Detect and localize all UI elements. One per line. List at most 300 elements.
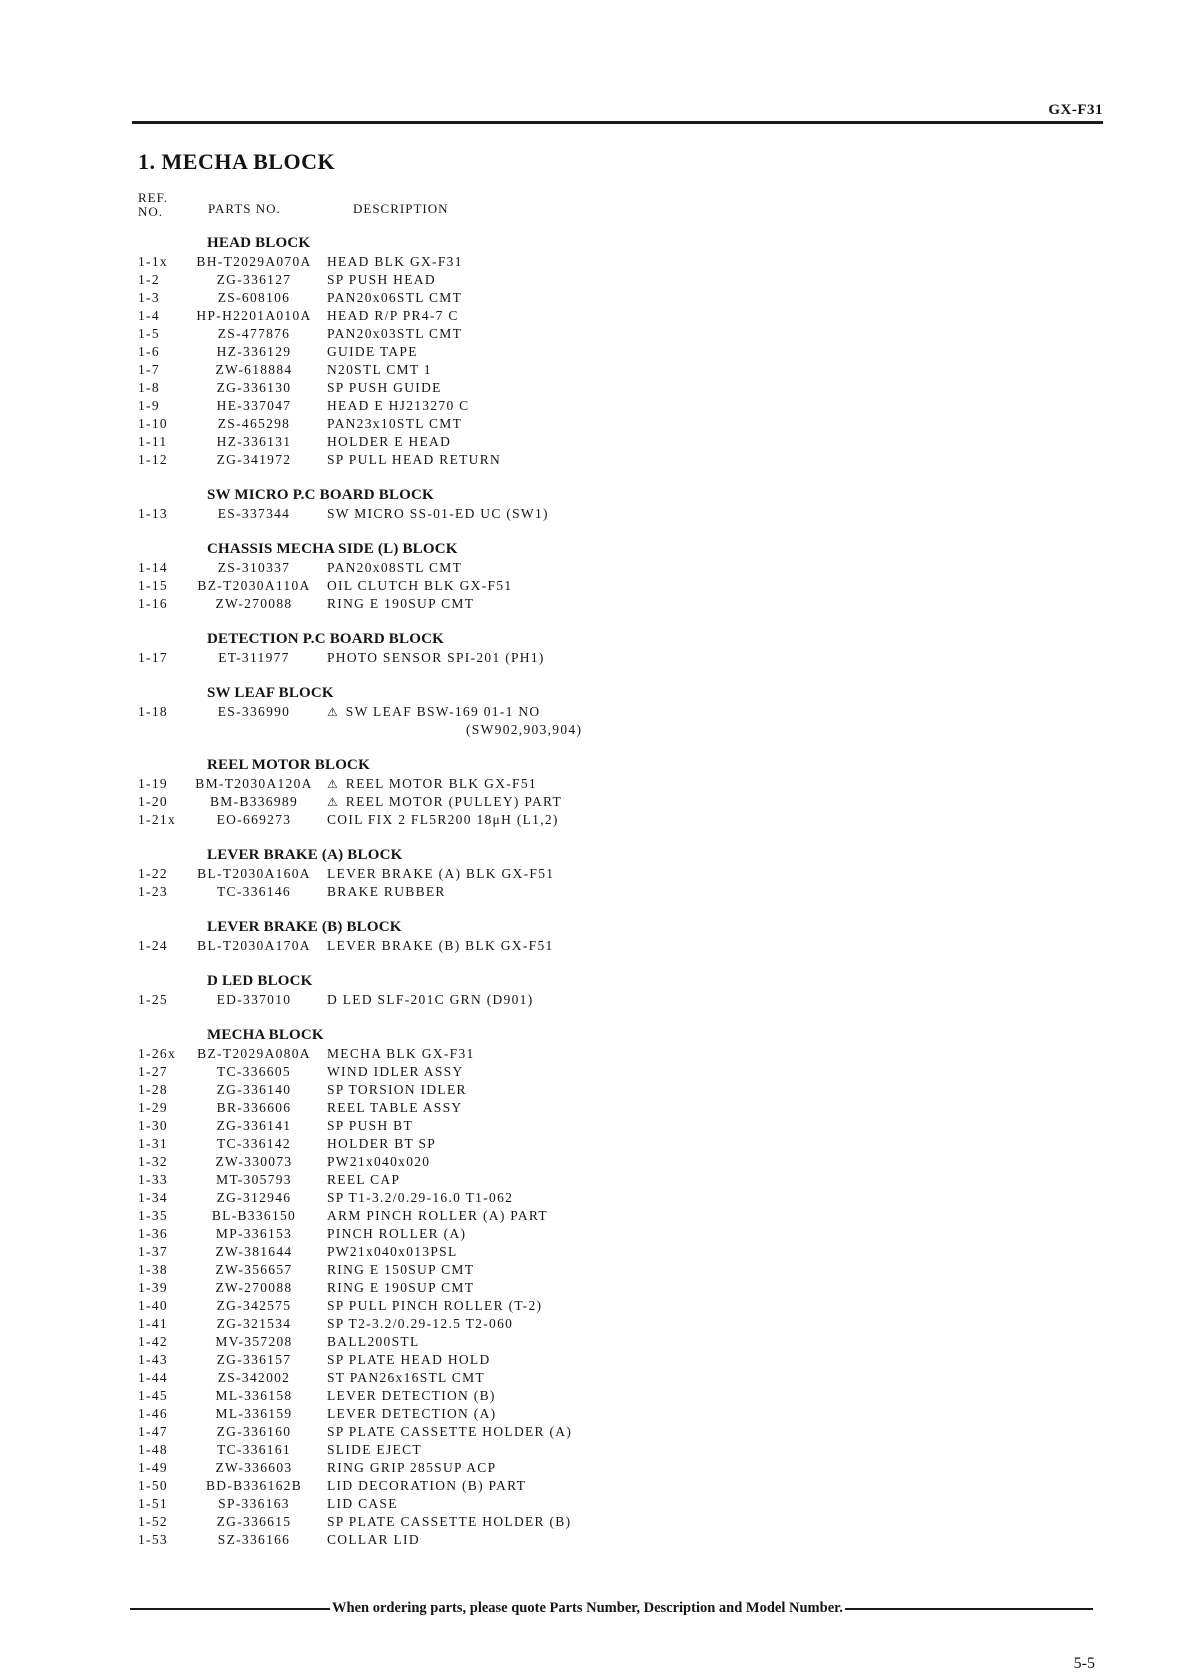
table-row [0,1297,1178,1315]
block-spacer [0,829,1178,845]
ref-header-line2: NO. [138,204,164,219]
ref-no: 1-52 [138,1514,168,1529]
block-spacer [0,613,1178,629]
description-text: N20STL CMT 1 [327,362,432,377]
table-row [0,1351,1178,1369]
part-number: TC-336161 [217,1442,291,1457]
block-spacer [0,667,1178,683]
ref-no: 1-14 [138,560,168,575]
table-row [0,1135,1178,1153]
part-number: ES-336990 [217,704,291,719]
table-row [0,883,1178,901]
description-text: D LED SLF-201C GRN (D901) [327,992,534,1007]
description [327,1315,513,1333]
description-text: SP T2-3.2/0.29-12.5 T2-060 [327,1316,514,1331]
part-number: BM-T2030A120A [195,776,313,791]
table-row [0,1045,1178,1063]
ref-no: 1-7 [138,362,160,377]
ref-no: 1-12 [138,452,168,467]
description [327,649,545,667]
description [327,793,562,811]
table-row [0,1441,1178,1459]
description [327,1297,542,1315]
table-row [0,1315,1178,1333]
description [327,433,451,451]
description [327,397,469,415]
part-number: SP-336163 [218,1496,290,1511]
description [327,1099,462,1117]
description [327,505,549,523]
description-text: PAN20x08STL CMT [327,560,463,575]
description-text: ST PAN26x16STL CMT [327,1370,485,1385]
description-text: COIL FIX 2 FL5R200 18μH (L1,2) [327,812,559,827]
description-text: PAN20x03STL CMT [327,326,463,341]
description [327,1225,466,1243]
table-row [0,343,1178,361]
table-row [0,1423,1178,1441]
table-row [0,361,1178,379]
table-row [0,1225,1178,1243]
description [327,1495,398,1513]
block-title: LEVER BRAKE (A) BLOCK [207,847,403,863]
description-text: LEVER BRAKE (A) BLK GX-F51 [327,866,555,881]
part-number: ZS-465298 [217,416,291,431]
description [327,1117,413,1135]
block-title: D LED BLOCK [207,973,313,989]
description-text: REEL TABLE ASSY [327,1100,463,1115]
table-row [0,991,1178,1009]
description-text: HEAD R/P PR4-7 C [327,308,459,323]
part-number: BM-B336989 [209,794,298,809]
block-title: DETECTION P.C BOARD BLOCK [207,631,444,647]
description [327,1261,474,1279]
table-row [0,1495,1178,1513]
description [327,289,462,307]
block-title: HEAD BLOCK [207,235,311,251]
part-number: ML-336158 [215,1388,293,1403]
description [327,1153,430,1171]
ref-no: 1-27 [138,1064,168,1079]
ref-no: 1-32 [138,1154,168,1169]
ref-no: 1-36 [138,1226,168,1241]
description-text: HOLDER BT SP [327,1136,437,1151]
description [327,415,462,433]
description-text: REEL CAP [327,1172,401,1187]
ref-no: 1-50 [138,1478,168,1493]
description-text: BRAKE RUBBER [327,884,446,899]
part-number: ZG-312946 [216,1190,292,1205]
description-text: ARM PINCH ROLLER (A) PART [327,1208,548,1223]
table-row [0,775,1178,793]
ref-header-line1: REF. [138,190,169,205]
table-row [0,703,1178,721]
table-row [0,1459,1178,1477]
description-text: PAN20x06STL CMT [327,290,463,305]
ref-no: 1-34 [138,1190,168,1205]
description [327,307,459,325]
description [327,271,436,289]
ref-no: 1-28 [138,1082,168,1097]
description [327,937,554,955]
description [327,1441,422,1459]
table-row [0,1081,1178,1099]
ref-no: 1-30 [138,1118,168,1133]
table-row [0,1531,1178,1549]
block-spacer [0,1009,1178,1025]
parts-no-header: PARTS NO. [208,201,281,216]
ref-no: 1-26x [138,1046,176,1061]
description-text: LID CASE [327,1496,398,1511]
part-number: HE-337047 [216,398,292,413]
block-title: REEL MOTOR BLOCK [207,757,370,773]
ordering-note: When ordering parts, please quote Parts Number, Description and Model Number. [332,1600,843,1616]
table-row [0,1333,1178,1351]
ref-no: 1-2 [138,272,160,287]
block-spacer [0,901,1178,917]
part-number: ZG-336160 [216,1424,292,1439]
description-text: HEAD BLK GX-F31 [327,254,463,269]
description-text: LEVER DETECTION (A) [327,1406,497,1421]
description-text: PW21x040x013PSL [327,1244,458,1259]
part-number: ET-311977 [218,650,290,665]
table-row [0,1369,1178,1387]
table-row [0,505,1178,523]
part-number: BD-B336162B [205,1478,303,1493]
description-text: LID DECORATION (B) PART [327,1478,527,1493]
ref-no: 1-8 [138,380,160,395]
ref-no: 1-41 [138,1316,168,1331]
description-text: SP T1-3.2/0.29-16.0 T1-062 [327,1190,514,1205]
description [327,703,540,721]
part-number: BZ-T2029A080A [197,1046,311,1061]
ref-no: 1-19 [138,776,168,791]
table-row [0,289,1178,307]
part-number: ZW-270088 [215,1280,293,1295]
table-row [0,1189,1178,1207]
description [327,1081,467,1099]
description [327,379,442,397]
part-number: BZ-T2030A110A [197,578,311,593]
ref-no: 1-22 [138,866,168,881]
part-number: ZS-310337 [217,560,291,575]
description-text: BALL200STL [327,1334,420,1349]
safety-warning-icon: ⚠ [327,795,338,809]
description-text: MECHA BLK GX-F31 [327,1046,475,1061]
page-number: 5-5 [1073,1655,1095,1672]
table-row [0,1279,1178,1297]
description [327,865,554,883]
table-row [0,1243,1178,1261]
description [327,361,432,379]
part-number: ZG-336140 [216,1082,292,1097]
description [327,1477,526,1495]
part-number: ZW-381644 [215,1244,293,1259]
description [327,1207,548,1225]
block-spacer [0,523,1178,539]
part-number: ZG-336157 [216,1352,292,1367]
ref-no: 1-25 [138,992,168,1007]
part-number: ZW-336603 [215,1460,293,1475]
safety-warning-icon: ⚠ [327,705,338,719]
block-title: SW MICRO P.C BOARD BLOCK [207,487,434,503]
description-text: RING E 190SUP CMT [327,1280,475,1295]
description-text: HOLDER E HEAD [327,434,452,449]
table-row [0,379,1178,397]
table-row [0,1207,1178,1225]
ref-no: 1-46 [138,1406,168,1421]
description-text: LEVER DETECTION (B) [327,1388,496,1403]
ref-no: 1-40 [138,1298,168,1313]
ref-no: 1-51 [138,1496,168,1511]
table-row [0,451,1178,469]
table-row [0,1405,1178,1423]
description-text: HEAD E HJ213270 C [327,398,470,413]
top-rule [132,121,1103,124]
description-text: REEL MOTOR BLK GX-F51 [345,776,537,791]
ref-no: 1-49 [138,1460,168,1475]
footer-rule-right [845,1608,1093,1610]
part-number: ZS-608106 [217,290,291,305]
ref-no: 1-42 [138,1334,168,1349]
part-number: ZW-330073 [215,1154,293,1169]
table-row [0,1513,1178,1531]
description [327,1189,513,1207]
model-number: GX-F31 [1048,102,1103,118]
table-row [0,595,1178,613]
description [327,811,559,829]
ref-no: 1-18 [138,704,168,719]
description [327,1279,474,1297]
part-number: ZG-342575 [216,1298,292,1313]
part-number: ZG-321534 [216,1316,292,1331]
ref-no: 1-1x [138,254,168,269]
ref-no: 1-3 [138,290,160,305]
description-text: LEVER BRAKE (B) BLK GX-F51 [327,938,554,953]
block-title: SW LEAF BLOCK [207,685,334,701]
part-number: ZG-336141 [216,1118,292,1133]
part-number: HZ-336131 [216,434,292,449]
description-text: PHOTO SENSOR SPI-201 (PH1) [327,650,545,665]
table-row [0,1171,1178,1189]
footer [130,1600,1093,1617]
table-row [0,577,1178,595]
block-spacer [0,739,1178,755]
ref-no: 1-11 [138,434,168,449]
table-row [0,811,1178,829]
description-text: COLLAR LID [327,1532,420,1547]
table-row [0,1117,1178,1135]
ref-no: 1-24 [138,938,168,953]
table-row [0,937,1178,955]
table-row [0,793,1178,811]
description-text: SP PULL PINCH ROLLER (T-2) [327,1298,543,1313]
part-number: ZG-336615 [216,1514,292,1529]
ref-no: 1-10 [138,416,168,431]
footer-rule-left [130,1608,330,1610]
part-number: BH-T2029A070A [196,254,312,269]
ref-no: 1-31 [138,1136,168,1151]
description-text: PW21x040x020 [327,1154,431,1169]
table-row [0,1261,1178,1279]
part-number: HZ-336129 [216,344,292,359]
description [327,1063,464,1081]
table-row [0,559,1178,577]
description [327,991,534,1009]
description-text: PAN23x10STL CMT [327,416,463,431]
description [327,1243,458,1261]
part-number: ZS-477876 [217,326,291,341]
part-number: MP-336153 [215,1226,293,1241]
description-text: OIL CLUTCH BLK GX-F51 [327,578,513,593]
description [327,577,512,595]
part-number: TC-336605 [217,1064,291,1079]
part-number: EO-669273 [216,812,292,827]
table-row [0,649,1178,667]
description-text: PINCH ROLLER (A) [327,1226,467,1241]
description-text: GUIDE TAPE [327,344,418,359]
description-text: RING E 150SUP CMT [327,1262,475,1277]
part-number: ES-337344 [217,506,291,521]
part-number: ED-337010 [216,992,292,1007]
description-text: SP PUSH HEAD [327,272,436,287]
part-number: ML-336159 [215,1406,293,1421]
description-header: DESCRIPTION [353,201,449,216]
ref-no: 1-48 [138,1442,168,1457]
ref-no: 1-38 [138,1262,168,1277]
table-row [0,397,1178,415]
ref-no: 1-9 [138,398,160,413]
ref-no: 1-43 [138,1352,168,1367]
block-title: LEVER BRAKE (B) BLOCK [207,919,402,935]
description-text: REEL MOTOR (PULLEY) PART [345,794,563,809]
table-row [0,1153,1178,1171]
description [327,253,463,271]
part-number: BL-B336150 [211,1208,297,1223]
part-number: ZG-341972 [216,452,292,467]
description [327,1171,400,1189]
description-text: SP PUSH GUIDE [327,380,442,395]
part-number: ZS-342002 [217,1370,291,1385]
ref-no: 1-29 [138,1100,168,1115]
part-number: MV-357208 [215,1334,293,1349]
table-row [0,1477,1178,1495]
description-text: SP PULL HEAD RETURN [327,452,502,467]
ref-no: 1-6 [138,344,160,359]
block-title: MECHA BLOCK [207,1027,324,1043]
description [327,325,462,343]
block-spacer [0,955,1178,971]
safety-warning-icon: ⚠ [327,777,338,791]
description-text-line2: (SW902,903,904) [466,722,583,737]
description [327,559,462,577]
ref-no-header [138,191,168,219]
table-row [0,433,1178,451]
ref-no: 1-5 [138,326,160,341]
table-row [0,1063,1178,1081]
ref-no: 1-16 [138,596,168,611]
description [327,1459,496,1477]
description-text: SP PLATE CASSETTE HOLDER (B) [327,1514,572,1529]
description [327,1513,571,1531]
description-text: SW LEAF BSW-169 01-1 NO [345,704,541,719]
block-title: CHASSIS MECHA SIDE (L) BLOCK [207,541,458,557]
description [327,1351,491,1369]
part-number: ZG-336127 [216,272,292,287]
parts-list [0,233,1178,1549]
ref-no: 1-53 [138,1532,168,1547]
description [327,1045,475,1063]
ref-no: 1-37 [138,1244,168,1259]
description-continuation [0,721,1178,739]
description [327,1135,436,1153]
part-number: ZW-356657 [215,1262,293,1277]
ref-no: 1-44 [138,1370,168,1385]
description [327,1387,496,1405]
part-number: BL-T2030A170A [197,938,311,953]
table-row [0,271,1178,289]
part-number: ZG-336130 [216,380,292,395]
ref-no: 1-13 [138,506,168,521]
description-text: SP PLATE CASSETTE HOLDER (A) [327,1424,573,1439]
part-number: ZW-618884 [215,362,293,377]
table-row [0,865,1178,883]
block-spacer [0,469,1178,485]
ref-no: 1-39 [138,1280,168,1295]
description-text: SP TORSION IDLER [327,1082,467,1097]
ref-no: 1-21x [138,812,176,827]
ref-no: 1-47 [138,1424,168,1439]
ref-no: 1-33 [138,1172,168,1187]
part-number: TC-336142 [217,1136,291,1151]
ref-no: 1-17 [138,650,168,665]
description-text: SP PLATE HEAD HOLD [327,1352,491,1367]
ref-no: 1-35 [138,1208,168,1223]
part-number: ZW-270088 [215,596,293,611]
description [327,1369,485,1387]
description-text: SP PUSH BT [327,1118,414,1133]
description [327,595,474,613]
ref-no: 1-45 [138,1388,168,1403]
description [327,451,501,469]
part-number: HP-H2201A010A [196,308,312,323]
description-text: WIND IDLER ASSY [327,1064,464,1079]
part-number: TC-336146 [217,884,291,899]
description [327,883,446,901]
part-number: MT-305793 [216,1172,292,1187]
table-row [0,415,1178,433]
description [327,1423,572,1441]
description-text: SLIDE EJECT [327,1442,422,1457]
description [327,1531,420,1549]
ref-no: 1-23 [138,884,168,899]
table-row [0,325,1178,343]
ref-no: 1-20 [138,794,168,809]
table-row [0,307,1178,325]
description-text: RING E 190SUP CMT [327,596,475,611]
description [327,775,537,793]
ref-no: 1-4 [138,308,160,323]
part-number: SZ-336166 [217,1532,291,1547]
description [327,1333,420,1351]
description-text: SW MICRO SS-01-ED UC (SW1) [327,506,549,521]
part-number: BR-336606 [216,1100,292,1115]
table-row [0,1387,1178,1405]
part-number: BL-T2030A160A [197,866,311,881]
table-row [0,1099,1178,1117]
description [327,1405,496,1423]
section-title: 1. MECHA BLOCK [138,149,336,174]
table-row [0,253,1178,271]
